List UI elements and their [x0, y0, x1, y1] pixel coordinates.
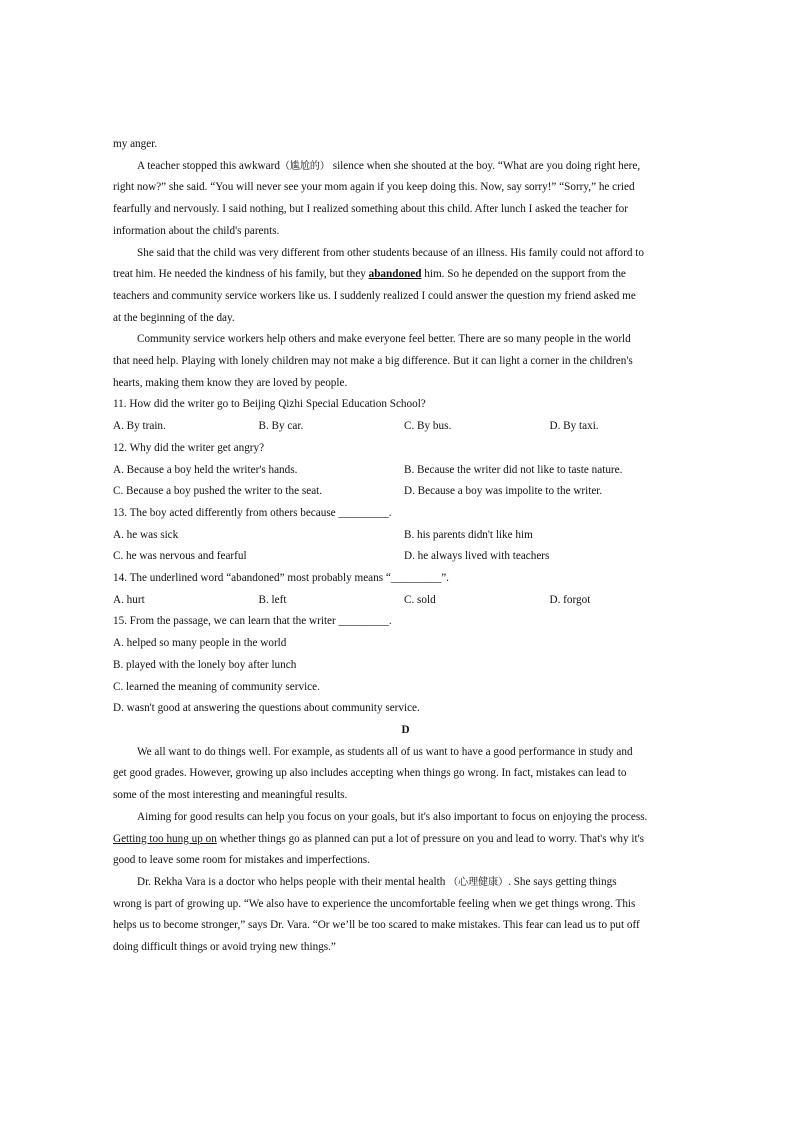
option-b: B. played with the lonely boy after lunch — [113, 658, 297, 671]
text-line: helps us to become stronger,” says Dr. Vara. “Or we’ll be too scared to make mistakes. This fear can lead us to put off — [113, 919, 640, 932]
options-row — [113, 481, 698, 503]
passage-c-paragraph-2 — [113, 243, 698, 330]
text-line — [113, 872, 698, 894]
text-line: that need help. Playing with lonely children may not make a big difference. But it can light a corner in the children's — [113, 355, 633, 368]
passage-d-paragraph-1 — [113, 742, 698, 807]
options-row — [113, 460, 698, 482]
passage-c-paragraph-1 — [113, 156, 698, 243]
option-b: B. left — [258, 593, 287, 606]
text-line: hearts, making them know they are loved by people. — [113, 376, 348, 389]
text-span: him. So he depended on the support from the — [421, 268, 626, 281]
option-b: B. his parents didn't like him — [404, 528, 533, 541]
text-line: teachers and community service workers like us. I suddenly realized I could answer the question my friend asked me — [113, 289, 636, 302]
text-line: doing difficult things or avoid trying new things.” — [113, 941, 336, 954]
question-stem: 13. The boy acted differently from others because _________. — [113, 506, 392, 519]
option-d: D. Because a boy was impolite to the writer. — [404, 485, 603, 498]
option-c: C. Because a boy pushed the writer to the seat. — [113, 485, 323, 498]
passage-d-paragraph-2 — [113, 807, 698, 872]
text-line: wrong is part of growing up. “We also have to experience the uncomfortable feeling when we get things wrong. This — [113, 897, 636, 910]
option-d: D. wasn't good at answering the questions about community service. — [113, 702, 420, 715]
text-span: A teacher stopped this awkward — [137, 159, 280, 172]
option-a: A. Because a boy held the writer's hands. — [113, 463, 298, 476]
passage-c-paragraph-3 — [113, 329, 698, 394]
question-stem: 14. The underlined word “abandoned” most probably means “_________”. — [113, 572, 449, 585]
option-d: D. he always lived with teachers — [404, 550, 550, 563]
option-a: A. he was sick — [113, 528, 179, 541]
option-d: D. forgot — [549, 593, 591, 606]
text-line: She said that the child was very different from other students because of an illness. His family could not afford to — [137, 246, 644, 259]
passage-c-fragment — [113, 134, 698, 156]
option-c: C. learned the meaning of community service. — [113, 680, 320, 693]
text-line — [113, 156, 698, 178]
question-12 — [113, 438, 698, 503]
text-line: fearfully and nervously. I said nothing, but I realized something about this child. After lunch I asked the teacher for — [113, 203, 628, 216]
text-line: information about the child's parents. — [113, 224, 280, 237]
options-row — [113, 416, 698, 438]
exam-page — [113, 134, 698, 959]
text-line: Aiming for good results can help you focus on your goals, but it's also important to focus on enjoying the process. — [137, 810, 648, 823]
question-14 — [113, 568, 698, 611]
option-b: B. By car. — [258, 420, 304, 433]
option-c: C. By bus. — [404, 420, 452, 433]
text-span: Dr. Rekha Vara is a doctor who helps people with their mental health — [137, 875, 449, 888]
underlined-phrase: Getting too hung up on — [113, 832, 217, 845]
text-span: whether things go as planned can put a lot of pressure on you and lead to worry. That's why it's — [216, 832, 644, 845]
text-line: some of the most interesting and meaningful results. — [113, 789, 348, 802]
text-line — [113, 829, 698, 851]
option-b: B. Because the writer did not like to taste nature. — [404, 463, 623, 476]
options-row — [113, 525, 698, 547]
text-span: silence when she shouted at the boy. “What are you doing right here, — [329, 159, 641, 172]
text-line: right now?” she said. “You will never see your mom again if you keep doing this. Now, say sorry!” “Sorry,” he cried — [113, 181, 635, 194]
question-11 — [113, 394, 698, 437]
option-c: C. he was nervous and fearful — [113, 550, 247, 563]
text-line: get good grades. However, growing up also includes accepting when things go wrong. In fact, mistakes can lead to — [113, 767, 627, 780]
question-stem: 15. From the passage, we can learn that the writer _________. — [113, 615, 392, 628]
question-stem: 12. Why did the writer get angry? — [113, 441, 265, 454]
question-stem: 11. How did the writer go to Beijing Qizhi Special Education School? — [113, 398, 426, 411]
question-15 — [113, 611, 698, 720]
text-line: at the beginning of the day. — [113, 311, 235, 324]
text-line — [113, 264, 698, 286]
passage-d-paragraph-3 — [113, 872, 698, 959]
text-span: . She says getting things — [508, 875, 617, 888]
text-line: We all want to do things well. For example, as students all of us want to have a good performance in study and — [137, 745, 633, 758]
text-line: Community service workers help others and make everyone feel better. There are so many people in the world — [137, 333, 631, 346]
option-d: D. By taxi. — [549, 420, 599, 433]
text-span: treat him. He needed the kindness of his family, but they — [113, 268, 369, 281]
option-a: A. By train. — [113, 420, 166, 433]
option-a: A. hurt — [113, 593, 145, 606]
options-row — [113, 590, 698, 612]
option-c: C. sold — [404, 593, 436, 606]
underlined-word: abandoned — [368, 268, 422, 281]
text-line: good to leave some room for mistakes and imperfections. — [113, 854, 370, 867]
option-a: A. helped so many people in the world — [113, 637, 287, 650]
chinese-gloss: （尴尬的） — [279, 160, 330, 172]
chinese-gloss: （心理健康） — [448, 876, 509, 888]
text-line: my anger. — [113, 138, 158, 150]
question-13 — [113, 503, 698, 568]
options-row — [113, 546, 698, 568]
section-heading: D — [401, 723, 410, 736]
